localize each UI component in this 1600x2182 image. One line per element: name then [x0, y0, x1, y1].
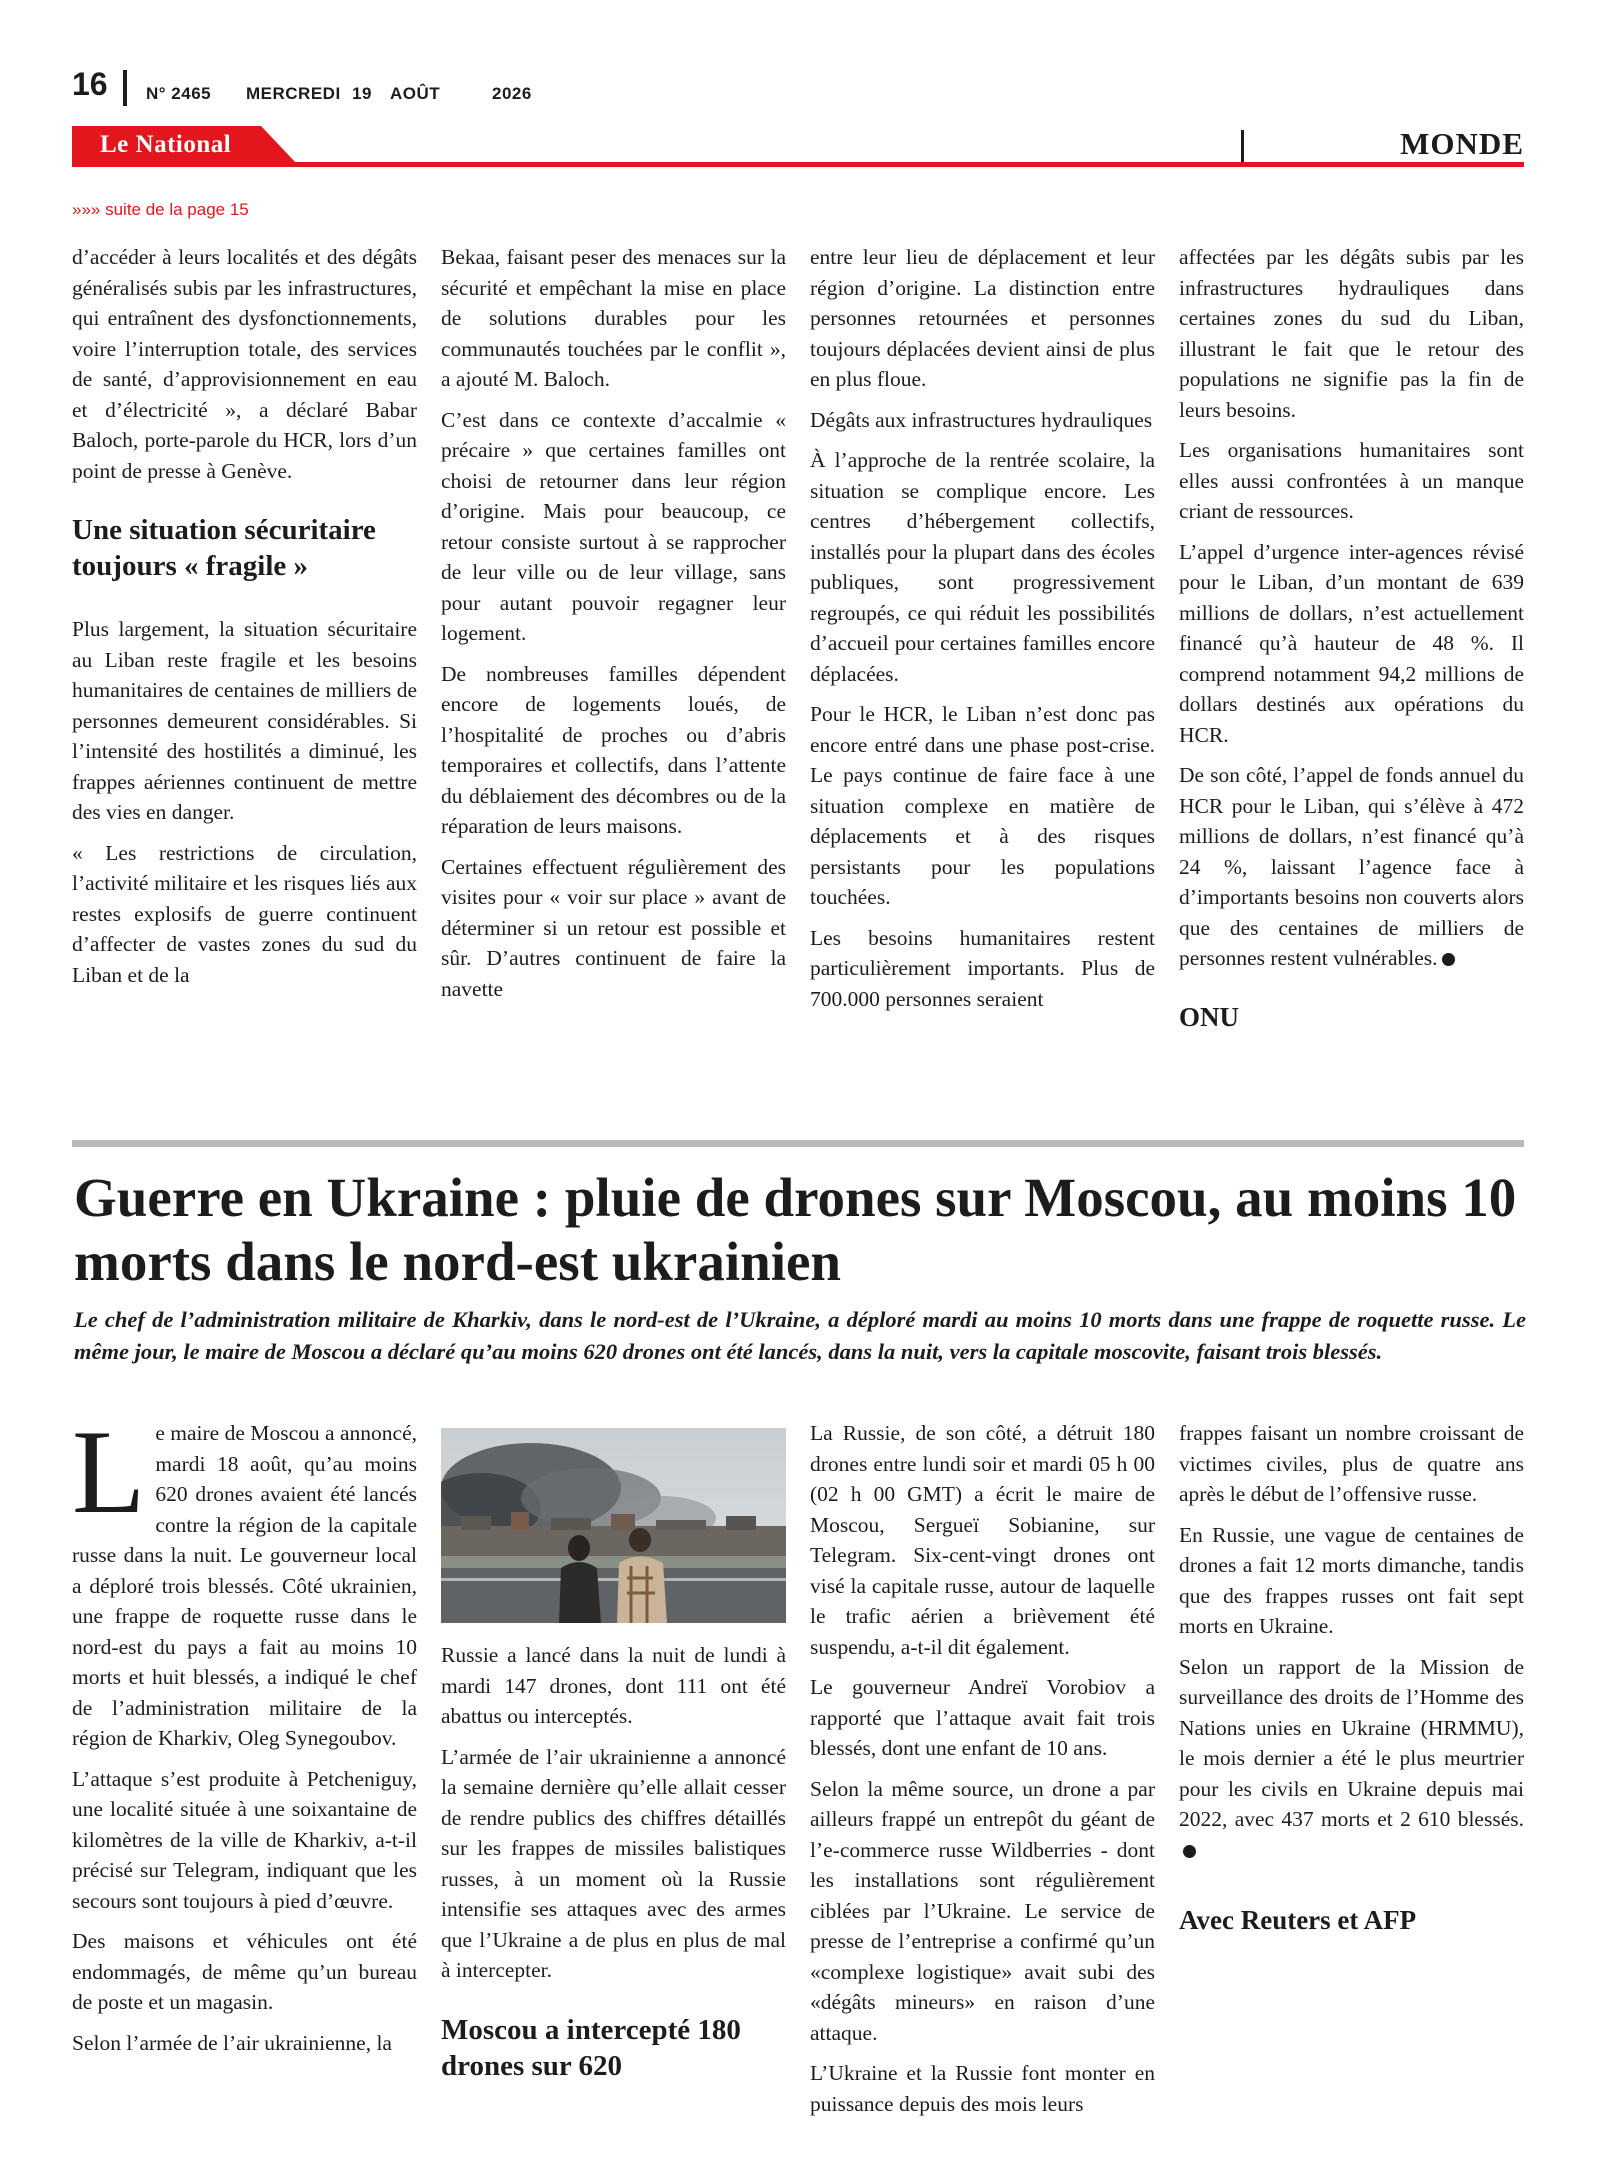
paragraph: [1179, 1652, 1524, 1866]
end-mark-icon: [1183, 1845, 1196, 1858]
paragraph: L’appel d’urgence inter-agences révisé pour le Liban, d’un montant de 639 millions de dollars, n’est actuellement financé qu’à hauteur de 48 %. Il comprend notamment 94,2 millions de dollars destinés aux opérations du HCR.: [1179, 539, 1524, 747]
end-mark-icon: [1442, 953, 1455, 966]
paragraph: À l’approche de la rentrée scolaire, la situation se complique encore. Les centres d’hébergement collectifs, installés pour la plupart dans des écoles publiques, sont progressivement regroupés, ce qui réduit les possibilités d’accueil pour certaines familles encore déplacées.: [810, 448, 1155, 686]
brand-logo: Le National: [100, 131, 232, 158]
onu-subhead: Une situation sécuritaire toujours « fragile »: [72, 514, 376, 582]
issue-number: N° 2465: [146, 84, 212, 103]
paragraph: C’est dans ce contexte d’accalmie « précaire » que certaines familles ont choisi de retourner dans leur région d’origine. Mais pour beaucoup, ce retour consiste surtout à se rapprocher de leur ville ou de leur village, sans pour autant pouvoir regagner leur logement.: [441, 407, 786, 645]
page-number: 16: [72, 66, 108, 102]
ukraine-signoff: Avec Reuters et AFP: [1179, 1905, 1417, 1935]
paragraph-text: Selon un rapport de la Mission de surveillance des droits de l’Homme des Nations unies en Ukraine (HRMMU), le mois dernier a été le plus meurtrier pour les civils en Ukraine depuis mai 2022, avec 437 morts et 2 610 blessés.: [1179, 1654, 1524, 1831]
issue-date: 19: [352, 84, 372, 103]
onu-column-4: [1179, 242, 1524, 1032]
paragraph: entre leur lieu de déplacement et leur région d’origine. La distinction entre personnes retournées et personnes toujours déplacées devient ainsi de plus en plus floue.: [810, 245, 1155, 391]
issue-month: AOÛT: [390, 84, 441, 103]
article-photo: [441, 1428, 786, 1623]
drop-cap: L: [72, 1405, 146, 1538]
paragraph-text: De son côté, l’appel de fonds annuel du HCR pour le Liban, qui s’élève à 472 millions de dollars, n’est financé qu’à 24 %, laissant l’agence face à d’importants besoins non couverts alors que des centaines de milliers de personnes restent vulnérables.: [1179, 763, 1524, 970]
header-divider: [123, 70, 127, 106]
paragraph: Plus largement, la situation sécuritaire au Liban reste fragile et les besoins humanitaires de centaines de milliers de personnes demeurent considérables. Si l’intensité des hostilités a diminué, les frappes aériennes continuent de mettre des vies en danger.: [72, 617, 417, 824]
onu-column-2: [441, 242, 786, 1014]
issue-year: 2026: [492, 84, 532, 103]
paragraph: frappes faisant un nombre croissant de victimes civiles, plus de quatre ans après le début de l’offensive russe.: [1179, 1421, 1524, 1506]
onu-signoff: ONU: [1179, 1001, 1239, 1032]
paragraph: Selon l’armée de l’air ukrainienne, la: [72, 2030, 392, 2055]
paragraph: Le gouverneur Andreï Vorobiov a rapporté que l’attaque avait fait trois blessés, dont une enfant de 10 ans.: [810, 1675, 1155, 1760]
paragraph: Les organisations humanitaires sont elles aussi confrontées à un manque criant de ressources.: [1179, 438, 1524, 523]
ukraine-column-4: [1179, 1418, 1524, 1936]
photo-smoke-over-city: [441, 1428, 786, 1623]
inline-subhead: Dégâts aux infrastructures hydrauliques: [810, 407, 1153, 432]
headline: Guerre en Ukraine : pluie de drones sur Moscou, au moins 10 morts dans le nord-est ukrainien: [74, 1167, 1517, 1292]
paragraph: affectées par les dégâts subis par les infrastructures hydrauliques dans certaines zones du sud du Liban, illustrant le fait que le retour des populations ne signifie pas la fin de leurs besoins.: [1179, 245, 1524, 422]
standfirst: Le chef de l’administration militaire de Kharkiv, dans le nord-est de l’Ukraine, a déploré mardi au moins 10 morts dans une frappe de roquette russe. Le même jour, le maire de Moscou a déclaré qu’au moins 620 drones ont été lancés, dans la nuit, vers la capitale moscovite, faisant trois blessés.: [74, 1307, 1526, 1364]
paragraph: Pour le HCR, le Liban n’est donc pas encore entré dans une phase post-crise. Le pays continue de faire face à une situation complexe en matière de déplacements et à des risques persistants pour les populations touchées.: [810, 702, 1155, 909]
ukraine-column-2: [441, 1640, 786, 2114]
paragraph: « Les restrictions de circulation, l’activité militaire et les risques liés aux restes explosifs de guerre continuent d’affecter de vastes zones du sud du Liban et de la: [72, 840, 417, 987]
paragraph: L’attaque s’est produite à Petcheniguy, une localité située à une soixantaine de kilomètres de la ville de Kharkiv, a-t-il précisé sur Telegram, indiquant que les secours sont toujours à pied d’œuvre.: [72, 1766, 417, 1913]
continued-from: »»» suite de la page 15: [72, 200, 249, 219]
paragraph: La Russie, de son côté, a détruit 180 drones entre lundi soir et mardi 05 h 00 (02 h 00 GMT) a écrit le maire de Moscou, Sergueï Sobianine, sur Telegram. Six-cent-vingt drones ont visé la capitale russe, autour de laquelle le trafic aérien a brièvement été suspendu, a-t-il dit également.: [810, 1421, 1155, 1659]
paragraph: Des maisons et véhicules ont été endommagés, de même qu’un bureau de poste et un magasin.: [72, 1929, 417, 2014]
paragraph: En Russie, une vague de centaines de drones a fait 12 morts dimanche, tandis que des frappes russes ont fait sept morts en Ukraine.: [1179, 1522, 1524, 1638]
paragraph: Certaines effectuent régulièrement des visites pour « voir sur place » avant de déterminer si un retour est possible et sûr. D’autres continuent de faire la navette: [441, 854, 786, 1001]
photo-caption: Russie a lancé dans la nuit de lundi à mardi 147 drones, dont 111 ont été abattus ou interceptés.: [441, 1643, 786, 1728]
paragraph: [1179, 760, 1524, 974]
ukraine-column-1: [72, 1405, 417, 2068]
paragraph: Les besoins humanitaires restent particulièrement importants. Plus de 700.000 personnes seraient: [810, 925, 1155, 1011]
ukraine-subhead: Moscou a intercepté 180 drones sur 620: [441, 2013, 741, 2082]
paragraph: d’accéder à leurs localités et des dégâts généralisés subis par les infrastructures, qui entraînent des dysfonctionnements, voire l’interruption totale, des services de santé, d’approvisionnement en eau et d’électricité », a déclaré Babar Baloch, porte-parole du HCR, lors d’un point de presse à Genève.: [72, 245, 417, 483]
issue-day: MERCREDI: [246, 84, 341, 103]
lead-paragraph: [72, 1405, 417, 1754]
paragraph: Selon la même source, un drone a par ailleurs frappé un entrepôt du géant de l’e-commerce russe Wildberries - dont les installations sont régulièrement ciblées par l’Ukraine. Le service de presse de l’entreprise a confirmé qu’un «complexe logistique» avait subi des «dégâts mineurs» en raison d’une attaque.: [810, 1776, 1155, 2045]
paragraph: L’armée de l’air ukrainienne a annoncé la semaine dernière qu’elle allait cesser de rendre publics des chiffres détaillés sur les frappes de missiles balistiques russes, à un moment où la Russie intensifie ses attaques avec des armes que l’Ukraine a de plus en plus de mal à intercepter.: [441, 1744, 786, 1982]
paragraph: Bekaa, faisant peser des menaces sur la sécurité et empêchant la mise en place de solutions durables pour les communautés touchées par le conflit », a ajouté M. Baloch.: [441, 245, 786, 391]
onu-column-1: [72, 242, 417, 1000]
paragraph: L’Ukraine et la Russie font monter en puissance depuis des mois leurs: [810, 2061, 1155, 2116]
onu-column-3: [810, 242, 1155, 1024]
section-title: MONDE: [1400, 126, 1524, 161]
paragraph: De nombreuses familles dépendent encore de logements loués, de l’hospitalité de proches ou d’abris temporaires et collectifs, dans l’attente du déblaiement des décombres ou de la réparation de leurs maisons.: [441, 661, 786, 838]
article-separator: [72, 1140, 1524, 1147]
header-rule: [72, 162, 1524, 167]
section-divider: [1241, 130, 1244, 162]
lead-text: e maire de Moscou a annoncé, mardi 18 août, qu’au moins 620 drones avaient été lancés contre la région de la capitale russe dans la nuit. Le gouverneur local a déploré trois blessés. Côté ukrainien, une frappe de roquette russe dans le nord-est du pays a fait au moins 10 morts et huit blessés, a indiqué le chef de l’administration militaire de la région de Kharkiv, Oleg Synegoubov.: [72, 1421, 417, 1750]
ukraine-column-3: [810, 1418, 1155, 2129]
